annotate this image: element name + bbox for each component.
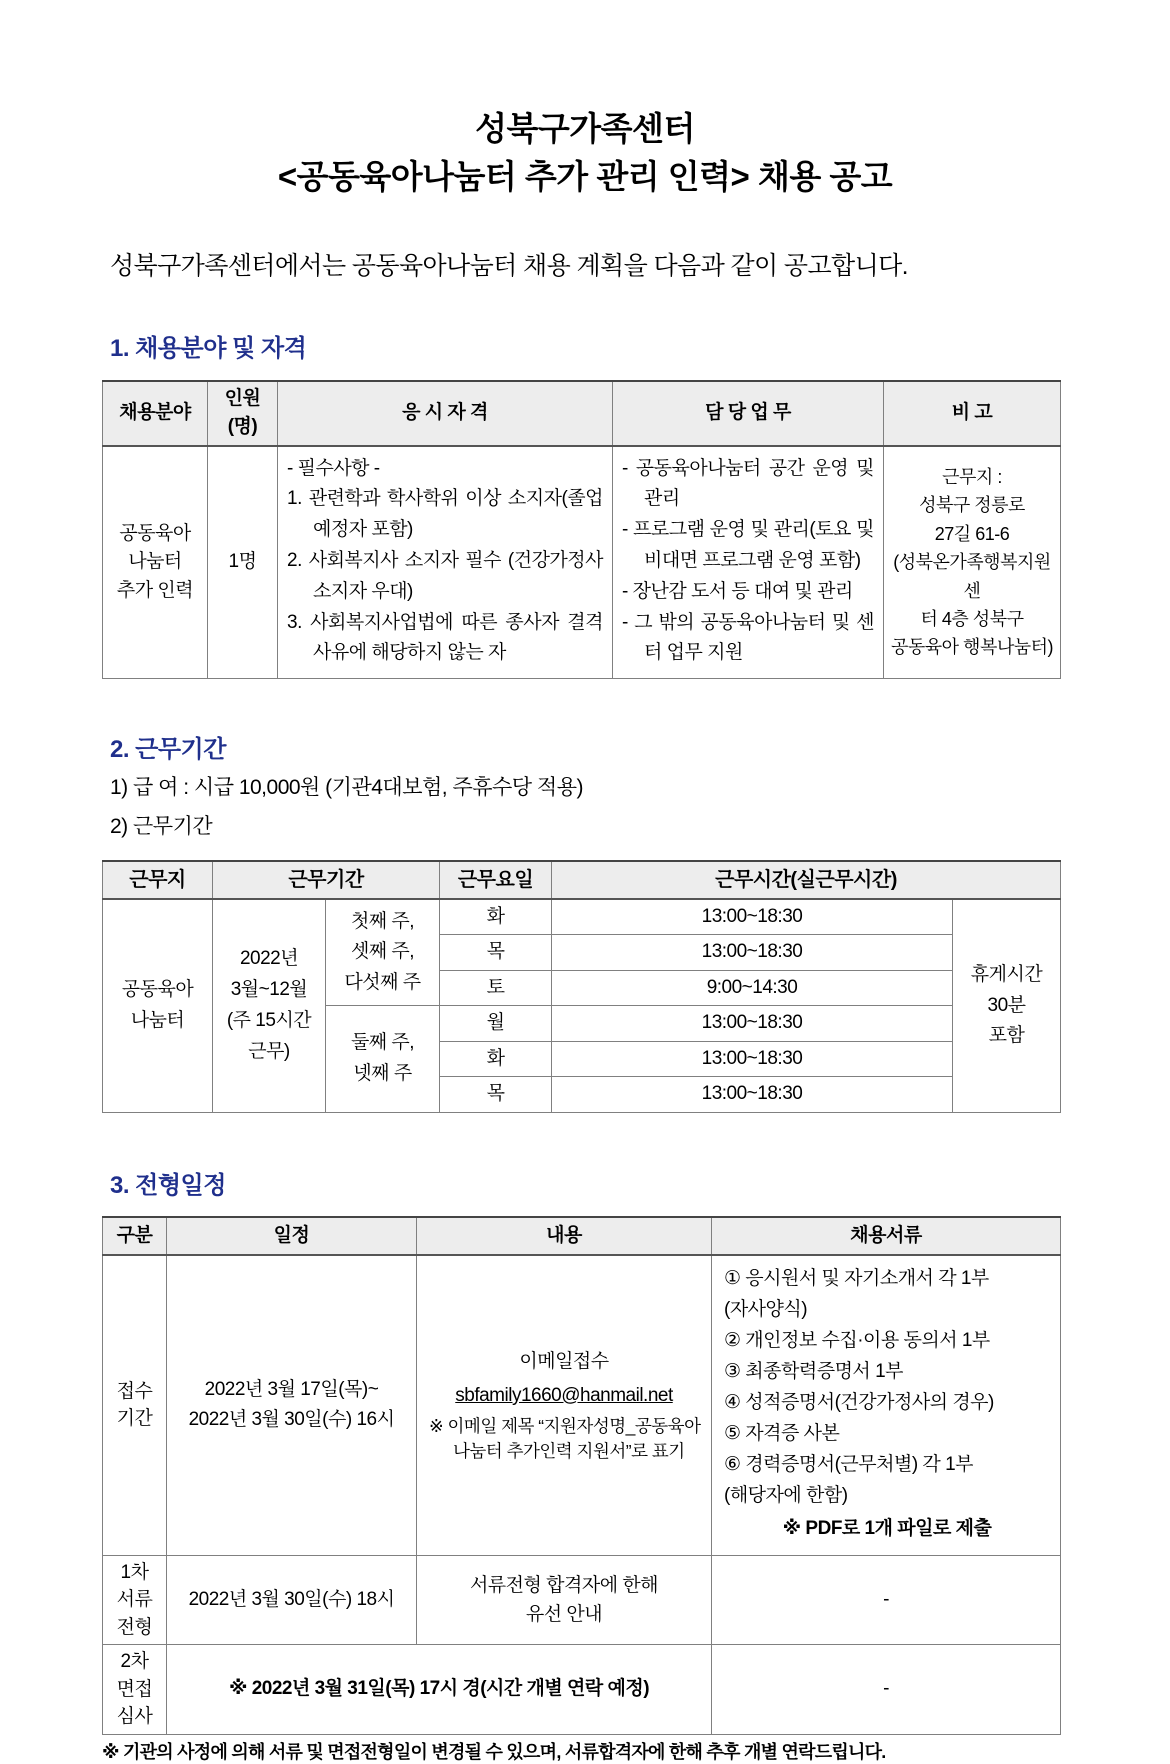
qualification-item-2: 2. 사회복지사 소지자 필수 (건강가정사 소지자 우대): [287, 549, 603, 602]
stage-line-2: 기간: [116, 1408, 153, 1430]
cell-field: [103, 446, 208, 679]
week-group2-line-2: 넷째 주: [353, 1063, 412, 1085]
col-header-workday: 근무요일: [440, 861, 552, 899]
email-address-link[interactable]: sbfamily1660@hanmail.net: [455, 1384, 673, 1406]
table-header-row: [103, 1217, 1061, 1255]
cell-required-documents: -: [712, 1555, 1061, 1645]
stage-line-3: 심사: [116, 1706, 153, 1728]
cell-time: 13:00~18:30: [552, 1077, 953, 1113]
email-submit-label: 이메일접수: [519, 1351, 609, 1373]
cell-interview-schedule: ※ 2022년 3월 31일(목) 17시 경(시간 개별 연락 예정): [167, 1645, 712, 1735]
duty-item-3: - 장난감 도서 등 대여 및 관리: [622, 580, 853, 602]
cell-time: 13:00~18:30: [552, 1041, 953, 1077]
field-line-1: 공동육아: [119, 522, 191, 544]
cell-stage-label: [103, 1555, 167, 1645]
qualification-title: - 필수사항 -: [287, 457, 380, 479]
cell-stage-content: [417, 1255, 712, 1555]
section2-period-line: 2) 근무기간: [110, 815, 213, 839]
cell-day: 토: [440, 970, 552, 1006]
cell-stage-date: [167, 1255, 417, 1555]
week-group1-line-1: 첫째 주,: [350, 910, 415, 932]
col-header-gubun: 구분: [103, 1217, 167, 1255]
cell-day: 월: [440, 1006, 552, 1042]
document-item-1-sub: (자사양식): [724, 1298, 808, 1320]
email-subject-note-line2: 나눔터 추가인력 지원서”로 표기: [453, 1440, 685, 1461]
col-header-field: 채용분야: [103, 381, 208, 446]
stage-line-1: 2차: [120, 1651, 149, 1673]
duty-item-2: - 프로그램 운영 및 관리(토요 및 비대면 프로그램 운영 포함): [622, 519, 874, 571]
cell-time: 9:00~14:30: [552, 970, 953, 1006]
document-item-2: ② 개인정보 수집·이용 동의서 1부: [724, 1329, 990, 1351]
stage-line-2: 면접: [116, 1678, 153, 1700]
table-row: [103, 1555, 1061, 1645]
content-line-2: 유선 안내: [525, 1603, 603, 1625]
col-header-qualification: 응 시 자 격: [278, 381, 613, 446]
email-subject-note: [425, 1414, 703, 1463]
footer-note: ※ 기관의 사정에 의해 서류 및 면접전형일이 변경될 수 있으며, 서류합격자에 한해 추후 개별 연락드립니다.: [102, 1741, 886, 1762]
table-header-row: [103, 861, 1061, 899]
note-line-4: (성북온가족행복지원센: [893, 552, 1051, 601]
col-header-content: 내용: [417, 1217, 712, 1255]
cell-day: 목: [440, 1077, 552, 1113]
cell-day: 화: [440, 899, 552, 935]
duty-item-4: - 그 밖의 공동육아나눔터 및 센터 업무 지원: [622, 611, 874, 664]
section1-heading: 1. 채용분야 및 자격: [110, 334, 307, 362]
document-item-3: ③ 최종학력증명서 1부: [724, 1360, 903, 1382]
note-line-1: 근무지 :: [942, 466, 1002, 487]
col-header-note: 비 고: [884, 381, 1061, 446]
stage-line-1: 접수: [116, 1380, 153, 1402]
cell-stage-label: [103, 1255, 167, 1555]
note-line-2: 성북구 정릉로: [919, 495, 1025, 516]
intro-paragraph: 성북구가족센터에서는 공동육아나눔터 채용 계획을 다음과 같이 공고합니다.: [110, 251, 909, 280]
cell-break-time: [953, 899, 1061, 1113]
cell-period: [213, 899, 326, 1113]
note-line-3: 27길 61-6: [934, 523, 1010, 544]
document-item-6: ⑥ 경력증명서(근무처별) 각 1부: [724, 1453, 973, 1475]
col-header-date: 일정: [167, 1217, 417, 1255]
period-line-3: (주 15시간: [226, 1009, 312, 1031]
recruit-field-table: [102, 380, 1061, 679]
note-line-6: 공동육아 행복나눔터): [891, 637, 1053, 658]
date-line-1: 2022년 3월 17일(목)~: [204, 1378, 379, 1400]
section2-salary-line: 1) 급 여 : 시급 10,000원 (기관4대보험, 주휴수당 적용): [110, 776, 583, 800]
date-line-2: 2022년 3월 30일(수) 16시: [188, 1409, 395, 1431]
cell-week-group-2: [326, 1006, 440, 1113]
col-header-period: 근무기간: [213, 861, 440, 899]
table-header-row: [103, 381, 1061, 446]
date-line-1: 2022년 3월 30일(수) 18시: [188, 1588, 395, 1610]
break-line-3: 포함: [988, 1025, 1025, 1047]
page-title-block: [97, 0, 1073, 201]
cell-time: 13:00~18:30: [552, 935, 953, 971]
stage-line-3: 전형: [116, 1616, 153, 1638]
content-line-1: 서류전형 합격자에 한해: [469, 1574, 659, 1596]
cell-day: 목: [440, 935, 552, 971]
col-header-count: 인원(명): [208, 381, 278, 446]
period-line-2: 3월~12월: [230, 979, 308, 1001]
break-line-2: 30분: [987, 994, 1026, 1016]
stage-line-1: 1차: [120, 1561, 149, 1583]
section2-heading: 2. 근무기간: [110, 736, 226, 764]
selection-process-table: [102, 1216, 1061, 1735]
workplace-line-2: 나눔터: [130, 1009, 185, 1031]
cell-stage-label: [103, 1645, 167, 1735]
cell-time: 13:00~18:30: [552, 1006, 953, 1042]
cell-note: [884, 446, 1061, 679]
week-group1-line-2: 셋째 주,: [350, 941, 415, 963]
col-header-workplace: 근무지: [103, 861, 213, 899]
col-header-worktime: 근무시간(실근무시간): [552, 861, 1061, 899]
table-row: [103, 899, 1061, 935]
week-group2-line-1: 둘째 주,: [350, 1032, 415, 1054]
page-title-line1: 성북구가족센터: [475, 110, 695, 147]
cell-duty: [613, 446, 884, 679]
document-item-4: ④ 성적증명서(건강가정사의 경우): [724, 1391, 994, 1413]
note-line-5: 터 4층 성북구: [920, 609, 1024, 630]
cell-count: 1명: [208, 446, 278, 679]
period-line-1: 2022년: [239, 948, 299, 970]
stage-line-2: 서류: [116, 1589, 153, 1611]
cell-required-documents: -: [712, 1645, 1061, 1735]
email-subject-note-line1: ※ 이메일 제목 “지원자성명_공동육아: [429, 1416, 701, 1437]
document-item-6-sub: (해당자에 한함): [724, 1484, 848, 1506]
field-line-3: 추가 인력: [116, 579, 194, 601]
qualification-item-1: 1. 관련학과 학사학위 이상 소지자(졸업 예정자 포함): [287, 488, 603, 541]
cell-week-group-1: [326, 899, 440, 1006]
duty-item-1: - 공동육아나눔터 공간 운영 및 관리: [622, 457, 874, 510]
qualification-item-3: 3. 사회복지사업법에 따른 종사자 결격사유에 해당하지 않는 자: [287, 611, 603, 664]
cell-time: 13:00~18:30: [552, 899, 953, 935]
col-header-duty: 담 당 업 무: [613, 381, 884, 446]
cell-workplace: [103, 899, 213, 1113]
work-schedule-table: [102, 860, 1061, 1113]
field-line-2: 나눔터: [128, 551, 182, 573]
cell-qualification: [278, 446, 613, 679]
cell-day: 화: [440, 1041, 552, 1077]
document-item-5: ⑤ 자격증 사본: [724, 1422, 840, 1444]
break-line-1: 휴게시간: [970, 963, 1043, 985]
workplace-line-1: 공동육아: [121, 979, 194, 1001]
cell-stage-date: [167, 1555, 417, 1645]
table-row: [103, 1255, 1061, 1555]
week-group1-line-3: 다섯째 주: [344, 972, 421, 994]
section3-heading: 3. 전형일정: [110, 1171, 226, 1199]
table-row: [103, 446, 1061, 679]
table-row: [103, 1645, 1061, 1735]
period-line-4: 근무): [248, 1040, 290, 1062]
pdf-submission-note: ※ PDF로 1개 파일로 제출: [782, 1517, 992, 1539]
page-title-line2: <공동육아나눔터 추가 관리 인력> 채용 공고: [277, 157, 893, 195]
col-header-documents: 채용서류: [712, 1217, 1061, 1255]
document-item-1: ① 응시원서 및 자기소개서 각 1부: [724, 1267, 989, 1289]
cell-required-documents: [712, 1255, 1061, 1555]
cell-stage-content: [417, 1555, 712, 1645]
